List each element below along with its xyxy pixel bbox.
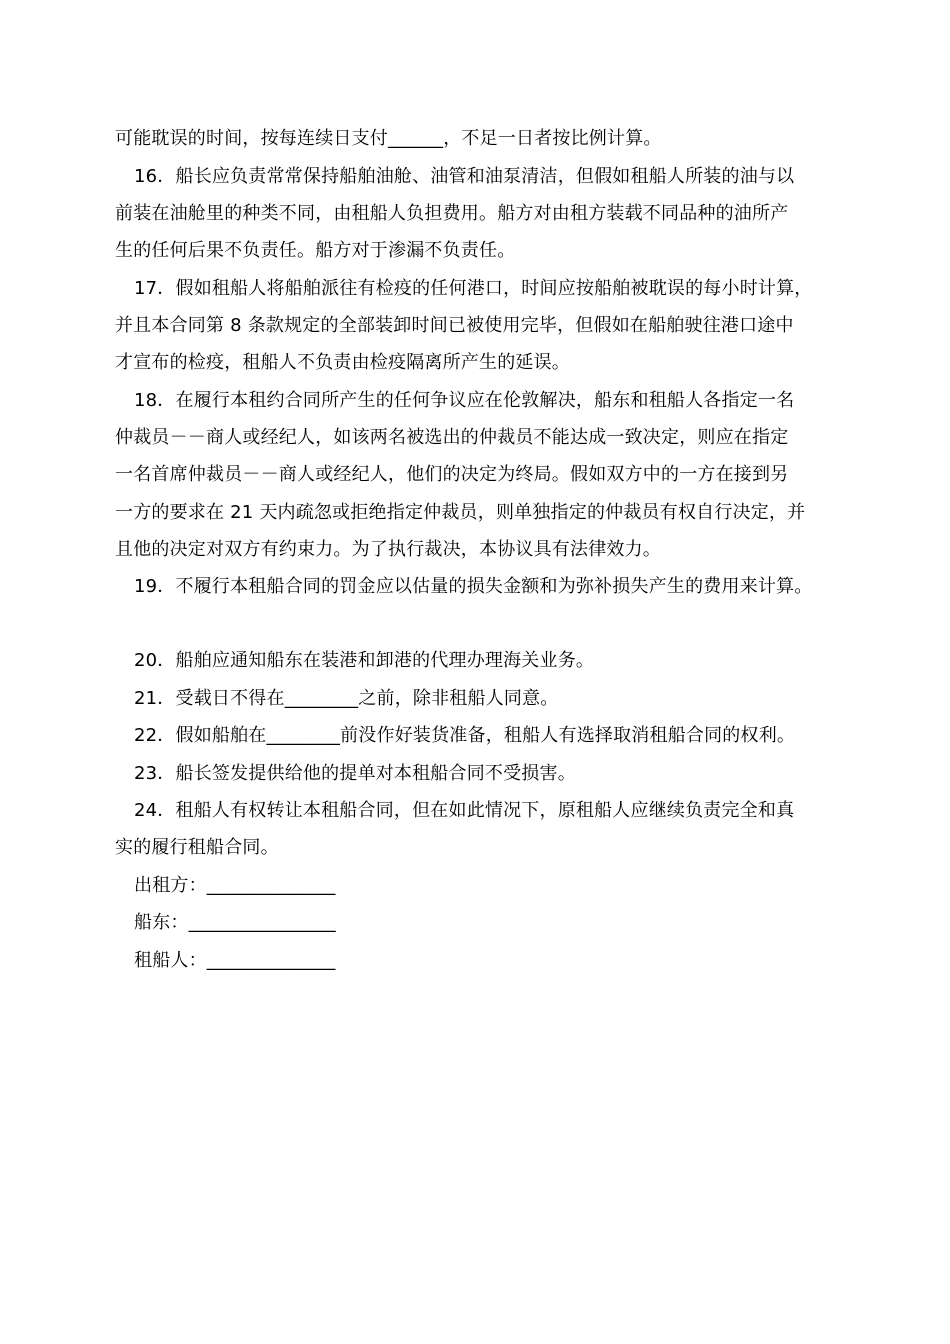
text-line: 实的履行租船合同。 [115,837,279,858]
lessor-signature-line: 出租方：______________ [134,875,336,896]
text-line: 且他的决定对双方有约束力。为了执行裁决，本协议具有法律效力。 [115,539,661,560]
clause-24-line: 24．租船人有权转让本租船合同，但在如此情况下，原租船人应继续负责完全和真 [134,800,795,821]
clause-19-line: 19．不履行本租船合同的罚金应以估量的损失金额和为弥补损失产生的费用来计算。 [134,576,813,597]
clause-16-line: 16．船长应负责常常保持船舶油舱、油管和油泵清洁，但假如租船人所装的油与以 [134,166,795,187]
clause-17-line: 17．假如租船人将船舶派往有检疫的任何港口，时间应按船舶被耽误的每小时计算， [134,278,813,299]
text-line: 生的任何后果不负责任。船方对于渗漏不负责任。 [115,240,516,261]
text-line: 仲裁员－－商人或经纪人，如该两名被选出的仲裁员不能达成一致决定，则应在指定 [115,427,789,448]
clause-21-line: 21．受载日不得在________之前，除非租船人同意。 [134,688,559,709]
text-line: 一名首席仲裁员－－商人或经纪人，他们的决定为终局。假如双方中的一方在接到另 [115,464,789,485]
clause-18-line: 18．在履行本租约合同所产生的任何争议应在伦敦解决，船东和租船人各指定一名 [134,390,795,411]
text-line: 可能耽误的时间，按每连续日支付______，不足一日者按比例计算。 [115,128,662,149]
charterer-signature-line: 租船人：______________ [134,950,336,971]
shipowner-signature-line: 船东：________________ [134,912,336,933]
clause-23-line: 23．船长签发提供给他的提单对本租船合同不受损害。 [134,763,576,784]
text-line: 前装在油舱里的种类不同，由租船人负担费用。船方对由租方装载不同品种的油所产 [115,203,789,224]
text-line: 一方的要求在 21 天内疏忽或拒绝指定仲裁员，则单独指定的仲裁员有权自行决定，并 [115,502,806,523]
text-line: 才宣布的检疫，租船人不负责由检疫隔离所产生的延误。 [115,352,570,373]
text-line: 并且本合同第 8 条款规定的全部装卸时间已被使用完毕，但假如在船舶驶往港口途中 [115,315,794,336]
clause-22-line: 22．假如船舶在________前没作好装货准备，租船人有选择取消租船合同的权利。 [134,725,796,746]
clause-20-line: 20．船舶应通知船东在装港和卸港的代理办理海关业务。 [134,650,595,671]
